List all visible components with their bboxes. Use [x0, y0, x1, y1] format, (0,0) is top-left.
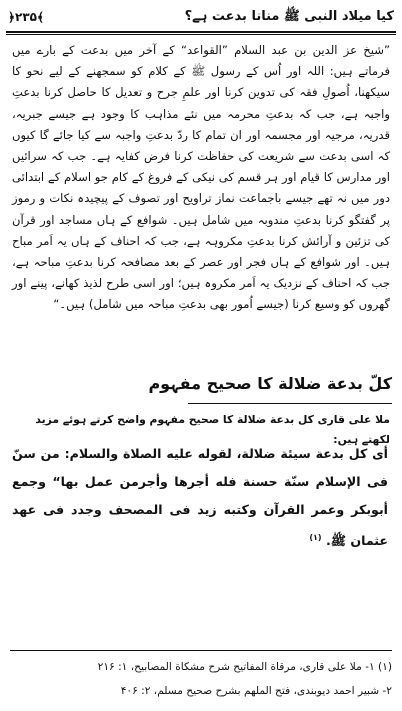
- running-title: کیا میلاد النبی ﷺ منانا بدعت ہے؟: [184, 8, 394, 24]
- section-intro: ملا علی قاری کل بدعة ضلالة کا صحیح مفہوم واضح کرتے ہوئے مزید لکھتے ہیں:: [35, 413, 390, 446]
- page-header: [8, 6, 394, 28]
- section-heading: کلّ بدعة ضلالة کا صحیح مفہوم: [148, 374, 392, 393]
- page-number: ﴿۲۳۵﴾: [8, 10, 45, 24]
- footnote-item: (۱) ۱- ملا علی قاری، مرقاة المفاتیح شرح مشکاة المصابیح، ۱: ۲۱۶: [97, 661, 392, 673]
- footnote-divider: [10, 650, 392, 651]
- main-paragraph: ”شیخ عز الدین بن عبد السلام ”القواعد“ کے آخر میں بدعت کے بارے میں فرماتے ہیں: اللہ اور اُس کے رسول ﷺ کے کلام کو سمجھنے کے لیے نحو کا سیکھنا، اُصولِ فقہ کی تدوین کرنا اور علمِ جرح و تعدیل کا حاصل کرنا بدعتِ واجبہ ہے، جب کہ بدعتِ محرمہ میں نئے مذاہب کا وجود ہے جیسے جبریہ، قدریہ، مرجیہ اور مجسمہ اور ان تمام کا ردّ بدعتِ واجبہ سے کیا جائے گا کیوں کہ اسی بدعت سے شریعت کی حفاظت کرنا فرض کفایہ ہے۔ جب کہ سرائیں اور مدارس کا قیام اور ہر قسم کی نیکی کے فروغ کے کام جو اسلام کے ابتدائی دور میں نہ تھے جیسے باجماعت نماز تراویح اور تصوف کے پیچیدہ نکات و رموز پر گفتگو کرنا بدعتِ مندوبہ میں شامل ہیں۔ شوافع کے ہاں مساجد اور قرآن کی تزئین و آرائش کرنا بدعتِ مکروہہ ہے، جب کہ احناف کے ہاں یہ اَمر مباح ہیں۔ اور شوافع کے ہاں فجر اور عصر کے بعد مصافحہ کرنا بدعتِ مباحہ ہے، جب کہ احناف کے نزدیک یہ اَمر مکروہ ہیں؛ اور اسی طرح لذیذ کھانے، پینے اور گھروں کو وسیع کرنا (جیسے اُمور بھی بدعتِ مباحہ میں شامل) ہیں۔“: [12, 43, 390, 312]
- footnote-reference: (۱): [309, 533, 322, 542]
- header-divider: [6, 31, 396, 33]
- header-divider-thin: [6, 34, 396, 35]
- footnotes: [10, 655, 392, 703]
- arabic-quote: أی کل بدعة سیئة ضلالة، لقوله علیه الصلاة والسلام: من سنّ فی الإسلام سنّة حسنة فله أجرها وأجرمن عمل بها“ وجمع أبوبکر وعمر القرآن وکتبه زید فی المصحف وجدد فی عهد عثمان ﷺ.: [12, 446, 388, 549]
- arabic-quote-block: [12, 440, 388, 555]
- footnote-item: ۲- شبیر احمد دیوبندی، فتح الملهم بشرح صحیح مسلم، ۲: ۴۰۶: [120, 685, 392, 697]
- heading-underline: [188, 403, 392, 404]
- main-paragraph-block: [12, 40, 390, 316]
